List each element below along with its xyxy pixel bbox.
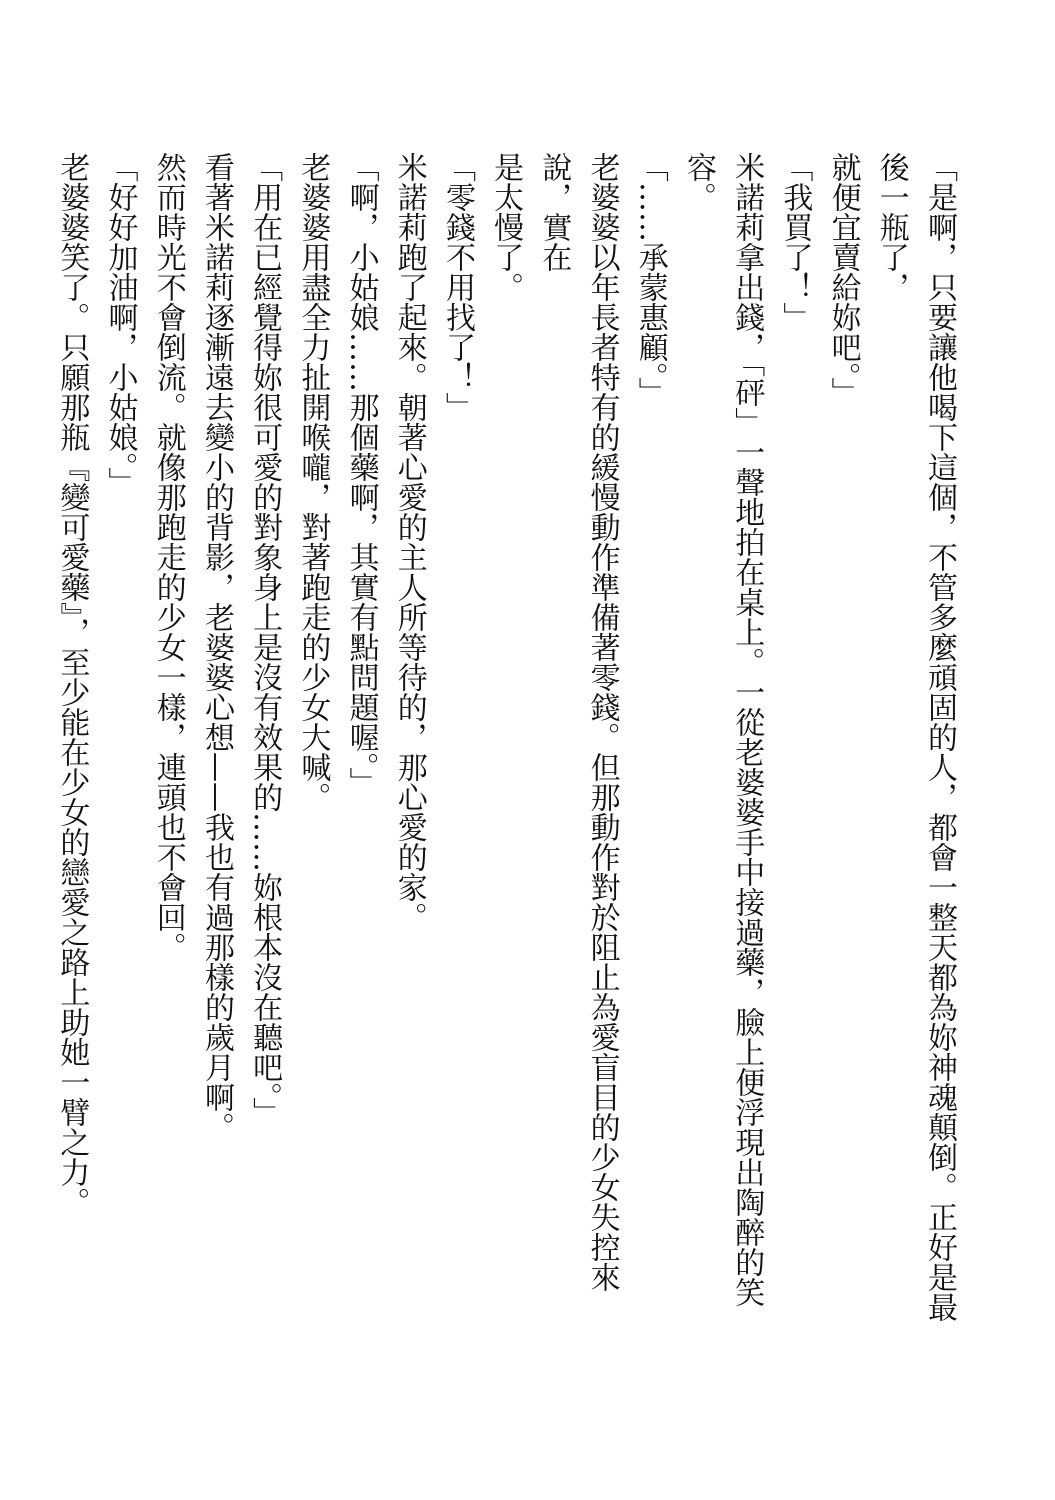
text-line: 就便宜賣給妳吧。」 [825, 152, 861, 407]
text-line: 「我買了！」 [777, 152, 813, 332]
text-line: 米諾莉拿出錢，「砰」一聲地拍在桌上。一從老婆婆手中接過藥，臉上便浮現出陶醉的笑容。 [680, 152, 765, 1307]
text-line: 老婆婆以年長者特有的緩慢動作準備著零錢。但那動作對於阻止為愛盲目的少女失控來說，實在 [536, 152, 620, 1292]
text-line: 「……承蒙惠顧。」 [632, 152, 668, 407]
text-line: 「是啊，只要讓他喝下這個，不管多麼頑固的人，都會一整天都為妳神魂顛倒。正好是最後一瓶了， [873, 152, 957, 1322]
vertical-text-body [47, 152, 963, 1332]
text-line: 「啊，小姑娘……那個藥啊，其實有點問題喔。」 [343, 152, 379, 797]
text-line: 然而時光不會倒流。就像那跑走的少女一樣，連頭也不會回。 [150, 152, 186, 962]
text-line: 「用在已經覺得妳很可愛的對象身上是沒有效果的……妳根本沒在聽吧。」 [247, 152, 283, 1127]
text-line: 是太慢了。 [488, 152, 524, 302]
text-line: 「零錢不用找了！」 [439, 152, 475, 422]
text-line: 米諾莉跑了起來。朝著心愛的主人所等待的，那心愛的家。 [391, 152, 427, 932]
text-line: 「好好加油啊，小姑娘。」 [102, 152, 138, 497]
text-line: 老婆婆笑了。只願那瓶『變可愛藥』，至少能在少女的戀愛之路上助她一臂之力。 [54, 152, 90, 1217]
text-line: 看著米諾莉逐漸遠去變小的背影，老婆婆心想——我也有過那樣的歲月啊。 [198, 152, 234, 1142]
text-line: 老婆婆用盡全力扯開喉嚨，對著跑走的少女大喊。 [295, 152, 331, 812]
